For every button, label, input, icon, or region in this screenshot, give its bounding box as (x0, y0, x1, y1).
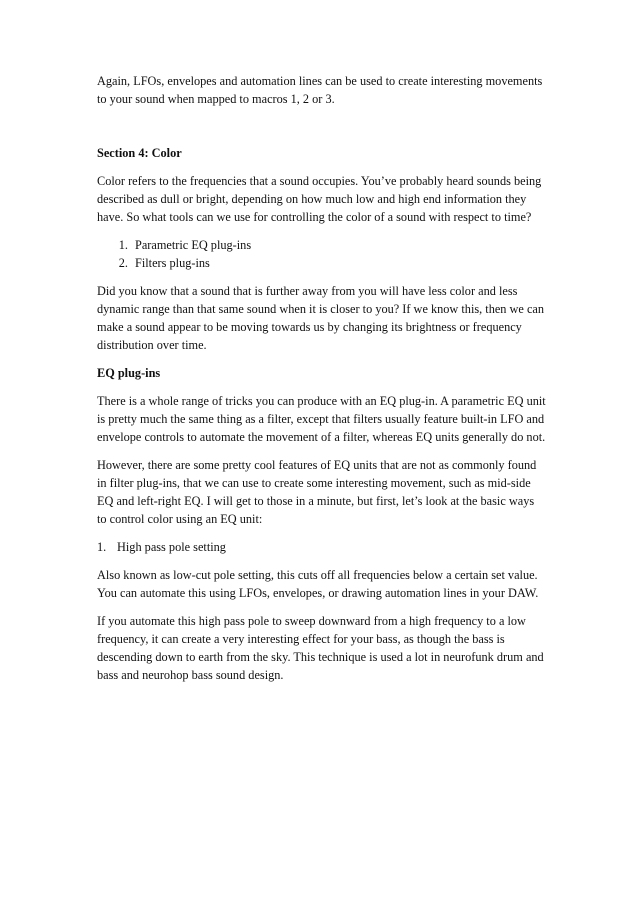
tools-list (97, 236, 546, 272)
color-definition-paragraph: Color refers to the frequencies that a sound occupies. You’ve probably heard sounds being described as dull or bright, depending on how much low and high end information they have. So what tools can we use for controlling the color of a sound with respect to time? (97, 174, 542, 224)
lowcut-paragraph: Also known as low-cut pole setting, this cuts off all frequencies below a certain set value. You can automate this using LFOs, envelopes, or drawing automation lines in your DAW. (97, 568, 539, 600)
eq-heading: EQ plug-ins (97, 366, 161, 380)
item-label: High pass pole setting (117, 540, 226, 554)
numbered-item (97, 538, 546, 556)
spacer (97, 118, 546, 144)
section-heading: Section 4: Color (97, 146, 182, 160)
sweep-paragraph: If you automate this high pass pole to sweep downward from a high frequency to a low frequency, it can create a very interesting effect for your bass, as though the bass is descending down to earth from the sky. This technique is used a lot in neurofunk drum and bass and neurohop bass sound design. (97, 614, 544, 682)
list-item: 1. Parametric EQ plug-ins (131, 236, 546, 254)
item-number: 1. (97, 540, 107, 554)
intro-paragraph: Again, LFOs, envelopes and automation lines can be used to create interesting movements to your sound when mapped to macros 1, 2 or 3. (97, 74, 543, 106)
eq-features-paragraph: However, there are some pretty cool features of EQ units that are not as commonly found in filter plug-ins, that we can use to create some interesting movement, such as mid-side EQ and left-right EQ. I will get to those in a minute, but first, let’s look at the basic ways to control color using an EQ unit: (97, 458, 537, 526)
list-item: 2. Filters plug-ins (131, 254, 546, 272)
eq-tricks-paragraph: There is a whole range of tricks you can produce with an EQ plug-in. A parametric EQ unit is pretty much the same thing as a filter, except that filters usually feature built-in LFO and envelope controls to automate the movement of a filter, whereas EQ units generally do not. (97, 394, 546, 444)
distance-paragraph: Did you know that a sound that is further away from you will have less color and less dynamic range than that same sound when it is closer to you? If we know this, then we can make a sound appear to be moving towards us by changing its brightness or frequency distribution over time. (97, 284, 545, 352)
